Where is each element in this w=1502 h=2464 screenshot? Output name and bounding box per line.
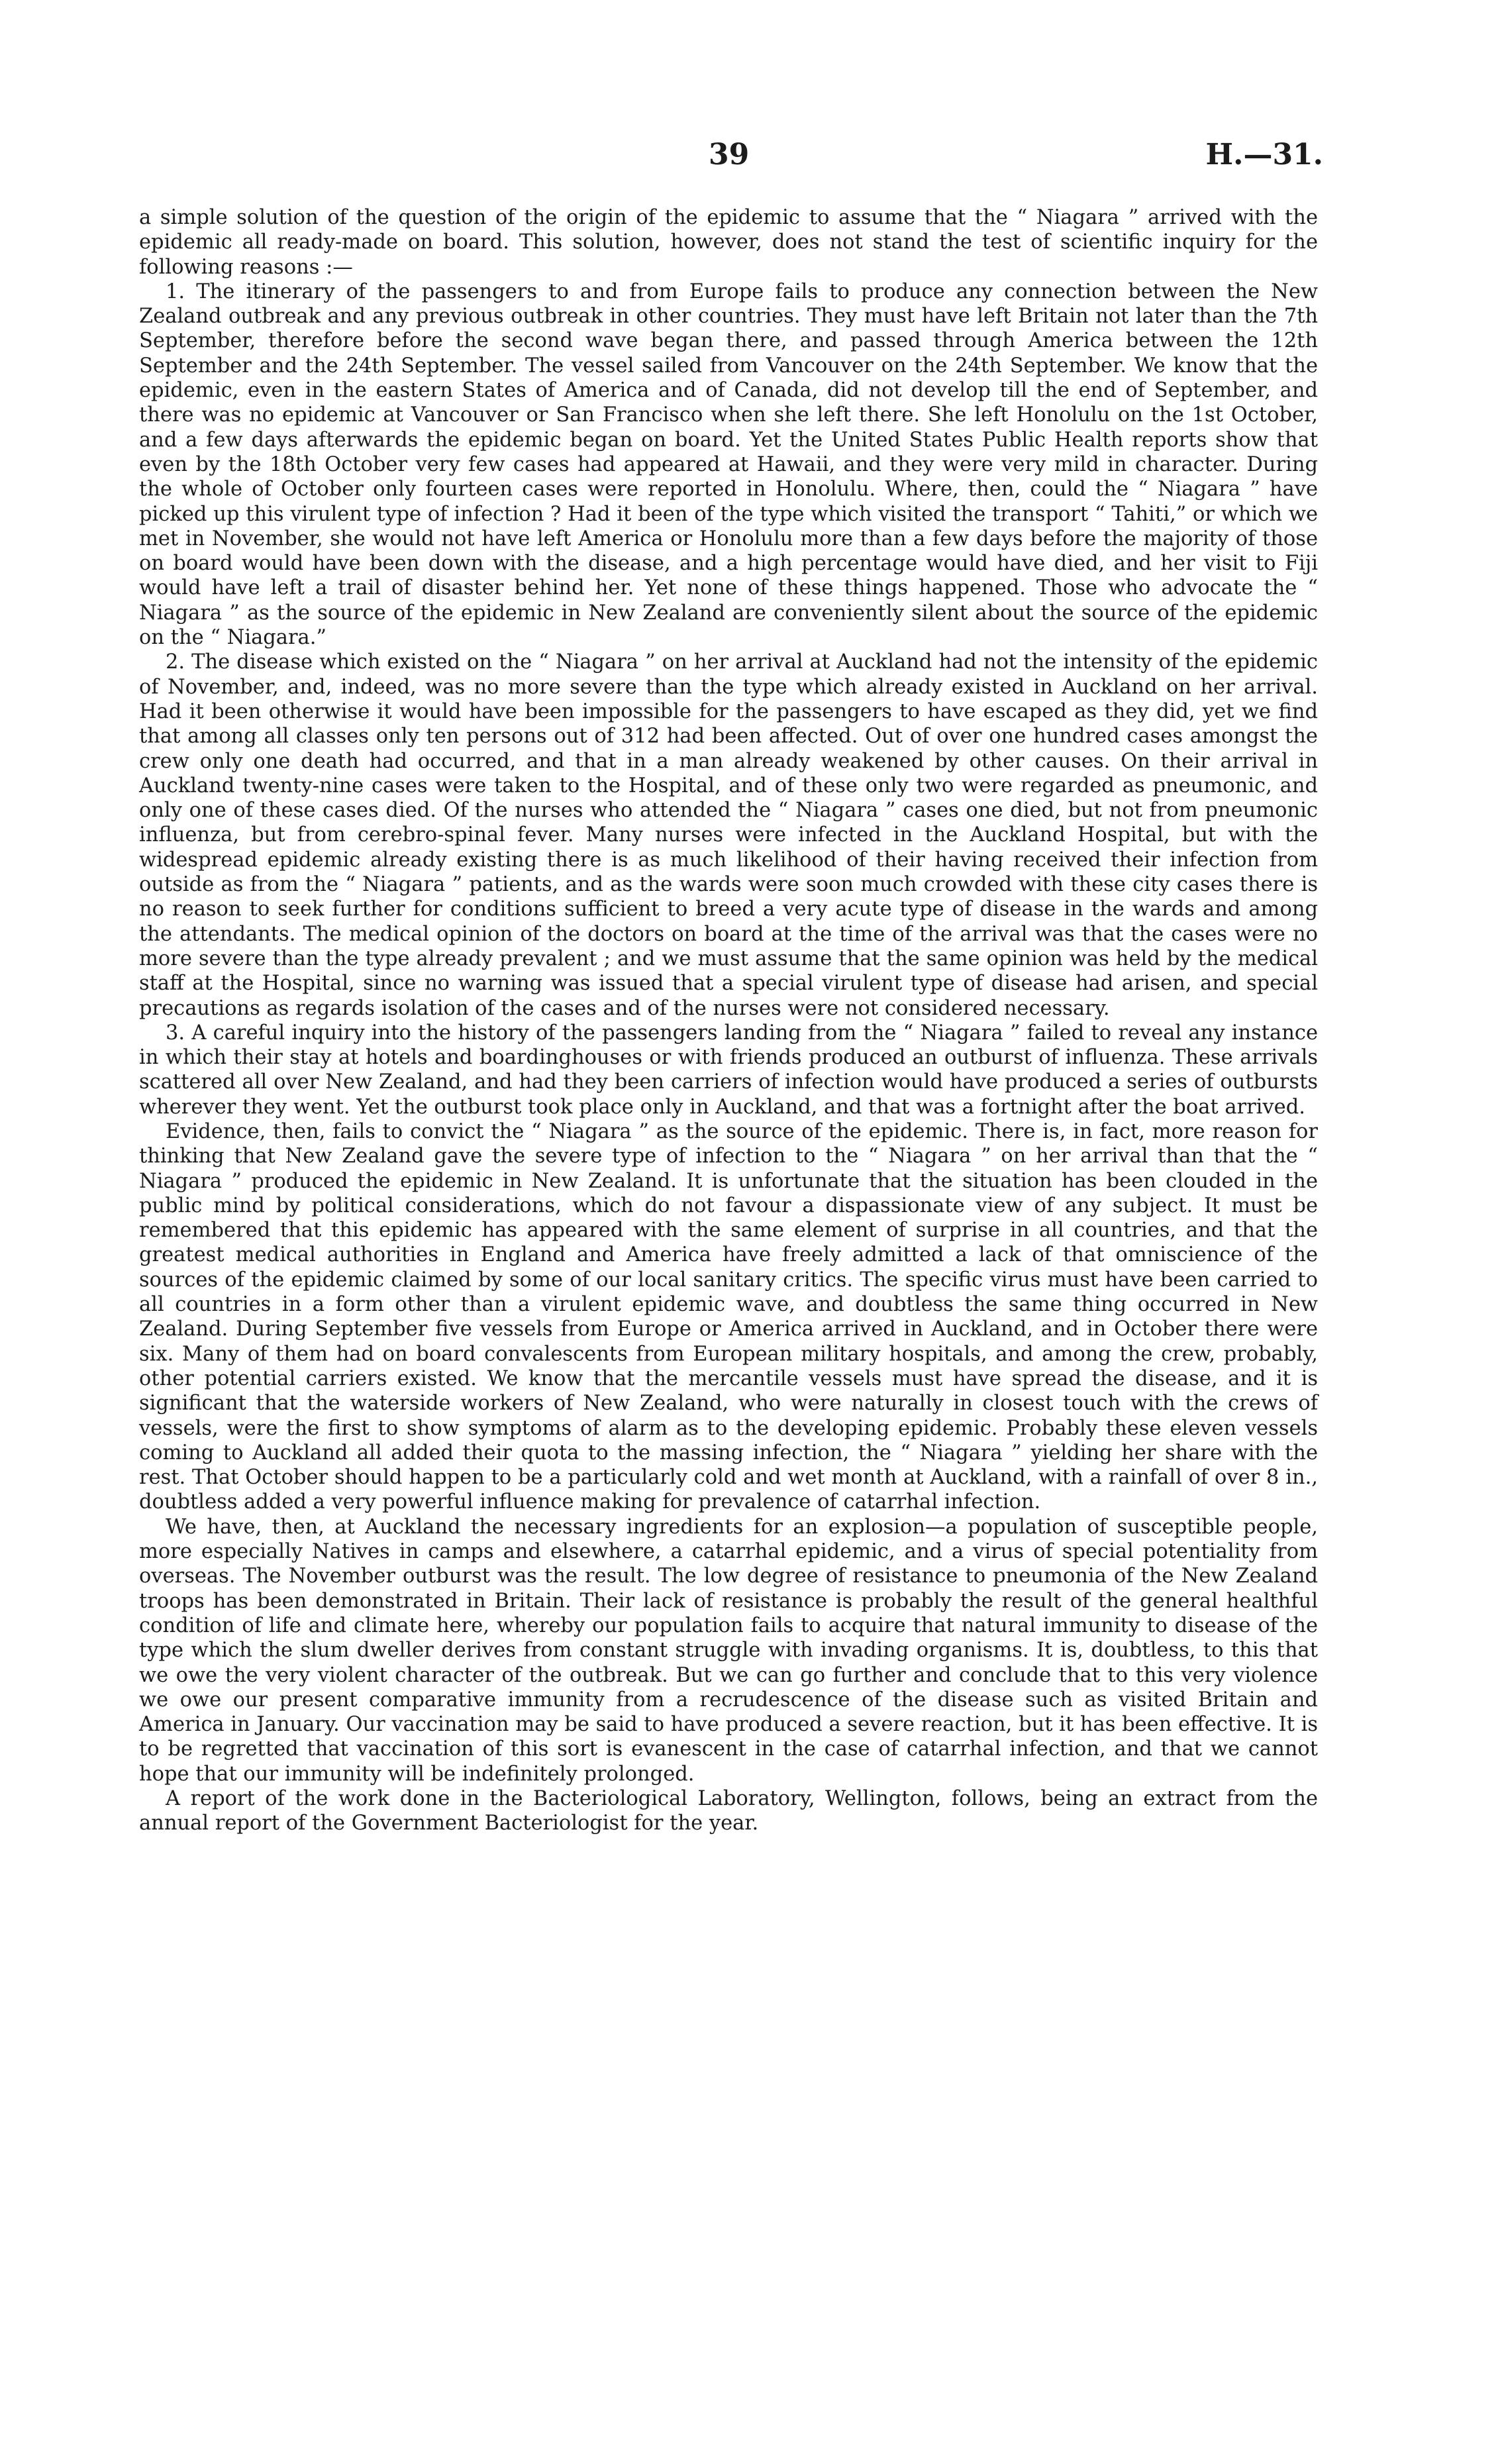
paragraph-evidence-conclusion: Evidence, then, fails to convict the “ Niagara ” as the source of the epidemic. There is, in fact, more reason for thinking that New Zealand gave the severe type of infection to the “ Niagara ” on her arrival than that the “ Niagara ” produced the epidemic in New Zealand. It is unfortunate that the situation has been clouded in the public mind by political considerations, which do not favour a dispassionate view of any subject. It must be remembered that this epidemic has appeared with the same element of surprise in all countries, and that the greatest medical authorities in England and America have freely admitted a lack of that omniscience of the sources of the epidemic claimed by some of our local sanitary critics. The specific virus must have been carried to all countries in a form other than a virulent epidemic wave, and doubtless the same thing occurred in New Zealand. During September five vessels from Europe or America arrived in Auckland, and in October there were six. Many of them had on board convalescents from European military hospitals, and among the crew, probably, other potential carriers existed. We know that the mercantile vessels must have spread the disease, and it is significant that the waterside workers of New Zealand, who were naturally in closest touch with the crews of vessels, were the first to show symptoms of alarm as to the developing epidemic. Probably these eleven vessels coming to Auckland all added their quota to the massing infection, the “ Niagara ” yielding her share with the rest. That October should happen to be a particularly cold and wet month at Auckland, with a rainfall of over 8 in., doubtless added a very powerful influence making for prevalence of catarrhal infection. bbox=[139, 1119, 1318, 1514]
paragraph-reason-3-passenger-inquiry: 3. A careful inquiry into the history of the passengers landing from the “ Niagara ” failed to reveal any instance in which their stay at hotels and boardinghouses or with friends produced an outburst of influenza. These arrivals scattered all over New Zealand, and had they been carriers of infection would have produced a series of outbursts wherever they went. Yet the outburst took place only in Auckland, and that was a fortnight after the boat arrived. bbox=[139, 1021, 1318, 1119]
paragraph-continuation: a simple solution of the question of the origin of the epidemic to assume that the “ Niagara ” arrived with the epidemic all ready-made on board. This solution, however, does not stand the test of scientific inquiry for the following reasons :— bbox=[139, 206, 1318, 279]
report-body bbox=[139, 205, 1318, 1836]
paper-reference: H.—31. bbox=[1205, 138, 1323, 172]
paragraph-laboratory-report-intro: A report of the work done in the Bacteriological Laboratory, Wellington, follows, being an extract from the annual report of the Government Bacteriologist for the year. bbox=[139, 1787, 1318, 1835]
page-number: 39 bbox=[709, 138, 750, 172]
paragraph-reason-1-itinerary: 1. The itinerary of the passengers to and from Europe fails to produce any connection between the New Zealand outbreak and any previous outbreak in other countries. They must have left Britain not later than the 7th September, therefore before the second wave began there, and passed through America between the 12th September and the 24th September. The vessel sailed from Vancouver on the 24th September. We know that the epidemic, even in the eastern States of America and of Canada, did not develop till the end of September, and there was no epidemic at Vancouver or San Francisco when she left there. She left Honolulu on the 1st October, and a few days afterwards the epidemic began on board. Yet the United States Public Health reports show that even by the 18th October very few cases had appeared at Hawaii, and they were very mild in character. During the whole of October only fourteen cases were reported in Honolulu. Where, then, could the “ Niagara ” have picked up this virulent type of infection ? Had it been of the type which visited the transport “ Tahiti,” or which we met in November, she would not have left America or Honolulu more than a few days before the majority of those on board would have been down with the disease, and a high percentage would have died, and her visit to Fiji would have left a trail of disaster behind her. Yet none of these things happened. Those who advocate the “ Niagara ” as the source of the epidemic in New Zealand are conveniently silent about the source of the epidemic on the “ Niagara.” bbox=[139, 280, 1318, 650]
paragraph-auckland-ingredients: We have, then, at Auckland the necessary ingredients for an explosion—a population of susceptible people, more especially Natives in camps and elsewhere, a catarrhal epidemic, and a virus of special potentiality from overseas. The November outburst was the result. The low degree of resistance to pneumonia of the New Zealand troops has been demonstrated in Britain. Their lack of resistance is probably the result of the general healthful condition of life and climate here, whereby our population fails to acquire that natural immunity to disease of the type which the slum dweller derives from constant struggle with invading organisms. It is, doubtless, to this that we owe the very violent character of the outbreak. But we can go further and conclude that to this very violence we owe our present comparative immunity from a recrudescence of the disease such as visited Britain and America in January. Our vaccination may be said to have produced a severe reaction, but it has been effective. It is to be regretted that vaccination of this sort is evanescent in the case of catarrhal infection, and that we cannot hope that our immunity will be indefinitely prolonged. bbox=[139, 1515, 1318, 1786]
paragraph-reason-2-disease-intensity: 2. The disease which existed on the “ Niagara ” on her arrival at Auckland had not the intensity of the epidemic of November, and, indeed, was no more severe than the type which already existed in Auckland on her arrival. Had it been otherwise it would have been impossible for the passengers to have escaped as they did, yet we find that among all classes only ten persons out of 312 had been affected. Out of over one hundred cases amongst the crew only one death had occurred, and that in a man already weakened by other causes. On their arrival in Auckland twenty-nine cases were taken to the Hospital, and of these only two were regarded as pneumonic, and only one of these cases died. Of the nurses who attended the “ Niagara ” cases one died, but not from pneumonic influenza, but from cerebro-spinal fever. Many nurses were infected in the Auckland Hospital, but with the widespread epidemic already existing there is as much likelihood of their having received their infection from outside as from the “ Niagara ” patients, and as the wards were soon much crowded with these city cases there is no reason to seek further for conditions sufficient to breed a very acute type of disease in the wards and among the attendants. The medical opinion of the doctors on board at the time of the arrival was that the cases were no more severe than the type already prevalent ; and we must assume that the same opinion was held by the medical staff at the Hospital, since no warning was issued that a special virulent type of disease had arisen, and special precautions as regards isolation of the cases and of the nurses were not considered necessary. bbox=[139, 650, 1318, 1020]
